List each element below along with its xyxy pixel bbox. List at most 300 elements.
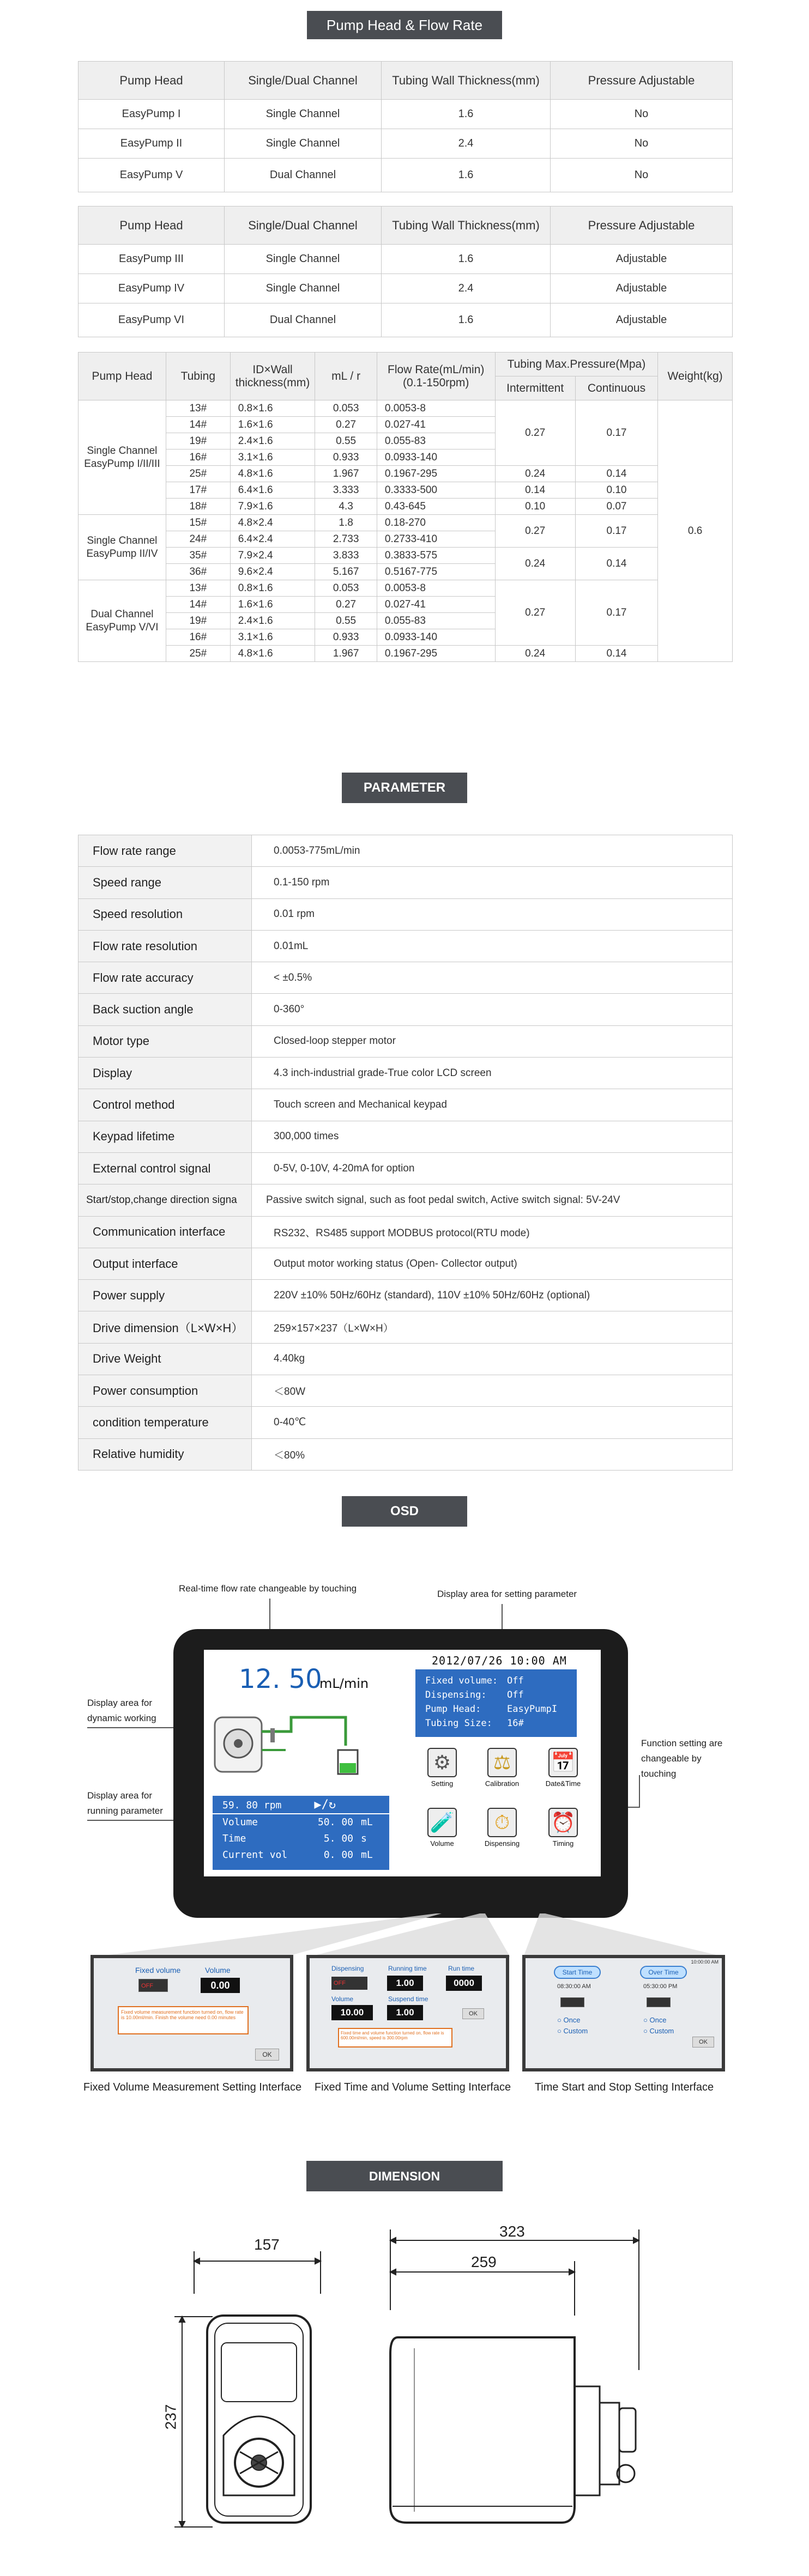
- annotation-function: Function setting are changeable by touching: [641, 1738, 723, 1779]
- table-cell: 1.6: [382, 159, 551, 192]
- col-header: Pressure Adjustable: [551, 62, 733, 100]
- table-cell: 1.6: [382, 100, 551, 129]
- dispensing-toggle[interactable]: OFF: [331, 1977, 367, 1990]
- parameter-name: Drive dimension（L×W×H）: [79, 1311, 252, 1343]
- run-unit: s: [361, 1833, 367, 1844]
- table-cell: 13#: [166, 400, 230, 417]
- setting-label: Pump Head:: [425, 1704, 481, 1715]
- table-cell: 0.1967-295: [377, 466, 495, 482]
- pressure-cell: 0.17: [575, 515, 657, 548]
- table-cell: 13#: [166, 580, 230, 597]
- rpm-value: 59. 80: [222, 1800, 258, 1811]
- table-cell: 7.9×2.4: [230, 548, 315, 564]
- table-cell: 0.18-270: [377, 515, 495, 531]
- parameter-table: [78, 835, 733, 1471]
- start-time-value: 08:30:00 AM: [557, 1983, 591, 1990]
- table-cell: 4.3: [315, 499, 377, 515]
- table-cell: 0.8×1.6: [230, 580, 315, 597]
- table-cell: Single Channel: [225, 245, 382, 274]
- annotation-running: Display area for running parameter: [87, 1790, 163, 1816]
- table-cell: 0.055-83: [377, 613, 495, 629]
- table-cell: 15#: [166, 515, 230, 531]
- thumb-pointers: [0, 1912, 809, 1961]
- table-row: [79, 129, 733, 159]
- setting-row: [425, 1688, 567, 1702]
- once-option[interactable]: ○ Once: [557, 2016, 581, 2024]
- pressure-cell: 0.27: [495, 580, 575, 646]
- pump-flow-graphic: [209, 1706, 378, 1788]
- info-note: Fixed time and volume function turned on, flow rate is 600.00ml/min, speed is 300.00rpm: [338, 2028, 452, 2048]
- function-button-setting[interactable]: [418, 1748, 467, 1788]
- table-cell: EasyPump VI: [79, 303, 225, 337]
- run-row: [213, 1847, 389, 1863]
- parameter-value: 0.1-150 rpm: [252, 867, 733, 898]
- function-label: Calibration: [485, 1779, 520, 1788]
- table-cell: 0.55: [315, 433, 377, 449]
- table-cell: 4.8×1.6: [230, 466, 315, 482]
- parameter-value: 0-40℃: [252, 1407, 733, 1438]
- function-label: Dispensing: [484, 1839, 520, 1848]
- datetime: 2012/07/26 10:00 AM: [432, 1654, 567, 1667]
- parameter-name: Drive Weight: [79, 1343, 252, 1375]
- col-header: [377, 353, 495, 400]
- table-cell: 16#: [166, 629, 230, 646]
- table-cell: EasyPump II: [79, 129, 225, 159]
- parameter-name: Communication interface: [79, 1216, 252, 1248]
- ok-button[interactable]: OK: [462, 2008, 484, 2019]
- col-header: Weight(kg): [658, 353, 733, 400]
- parameter-name: Power supply: [79, 1280, 252, 1311]
- setting-label: Tubing Size:: [425, 1718, 492, 1729]
- custom-label: Custom: [649, 2027, 674, 2035]
- caption-fixed-volume: Fixed Volume Measurement Setting Interface: [83, 2081, 302, 2093]
- caption-time-volume: Fixed Time and Volume Setting Interface: [314, 2081, 511, 2093]
- table-cell: 16#: [166, 449, 230, 466]
- over-time-value: 05:30:00 PM: [643, 1983, 678, 1990]
- run-value: 50. 00: [317, 1816, 353, 1828]
- table-cell: 4.8×2.4: [230, 515, 315, 531]
- table-cell: 0.0933-140: [377, 629, 495, 646]
- parameter-name: Relative humidity: [79, 1438, 252, 1470]
- table-cell: Single Channel: [225, 274, 382, 303]
- pressure-cell: 0.24: [495, 466, 575, 482]
- col-header: ID×Wall thickness(mm): [230, 353, 315, 400]
- parameter-row: [79, 1152, 733, 1184]
- volume-input[interactable]: 0.00: [201, 1978, 240, 1993]
- col-header: Tubing Wall Thickness(mm): [382, 206, 551, 245]
- table-cell: 0.43-645: [377, 499, 495, 515]
- pressure-cell: 0.27: [495, 400, 575, 466]
- parameter-row: [79, 1375, 733, 1407]
- table-row: [79, 499, 733, 515]
- caption-timing: Time Start and Stop Setting Interface: [534, 2081, 714, 2093]
- run-row: [213, 1814, 389, 1831]
- table-cell: 0.55: [315, 613, 377, 629]
- run-time-label: Run time: [448, 1965, 475, 1972]
- table-cell: 0.5167-775: [377, 564, 495, 580]
- table-row: [79, 548, 733, 564]
- table-cell: 0.933: [315, 449, 377, 466]
- flow-rate-unit: mL/min: [319, 1676, 369, 1691]
- parameter-name: Speed range: [79, 867, 252, 898]
- pressure-cell: 0.17: [575, 580, 657, 646]
- table-cell: 3.833: [315, 548, 377, 564]
- parameter-value: 4.40kg: [252, 1343, 733, 1375]
- setting-label: Dispensing:: [425, 1690, 487, 1700]
- table-row: [79, 159, 733, 192]
- table-cell: 2.4: [382, 129, 551, 159]
- scale-icon: ⚖: [487, 1748, 517, 1777]
- table-row: [79, 100, 733, 129]
- run-direction-icon[interactable]: ▶/↻: [314, 1798, 336, 1812]
- table-cell: Dual Channel: [225, 159, 382, 192]
- table-cell: 25#: [166, 646, 230, 662]
- flow-rate-value[interactable]: 12. 50: [239, 1664, 322, 1694]
- parameter-row: [79, 1121, 733, 1152]
- group-label: Dual Channel EasyPump V/VI: [79, 580, 166, 662]
- table-cell: 1.967: [315, 646, 377, 662]
- run-label: Current vol: [222, 1849, 288, 1861]
- parameter-name: Back suction angle: [79, 994, 252, 1025]
- parameter-row: [79, 835, 733, 867]
- pressure-cell: 0.24: [495, 646, 575, 662]
- function-button-datetime[interactable]: [539, 1748, 588, 1788]
- parameter-row: [79, 994, 733, 1025]
- parameter-value: ＜80%: [252, 1438, 733, 1470]
- table-cell: 2.4×1.6: [230, 613, 315, 629]
- parameter-row: [79, 1058, 733, 1089]
- parameter-value: 0.01mL: [252, 930, 733, 962]
- col-header: Tubing: [166, 353, 230, 400]
- col-header: Tubing Max.Pressure(Mpa): [495, 353, 658, 376]
- parameter-row: [79, 1343, 733, 1375]
- parameter-value: RS232、RS485 support MODBUS protocol(RTU mode): [252, 1216, 733, 1248]
- parameter-name: condition temperature: [79, 1407, 252, 1438]
- table-cell: 0.027-41: [377, 417, 495, 433]
- rpm-row: [213, 1796, 389, 1814]
- table-row: [79, 482, 733, 499]
- table-cell: 0.0053-8: [377, 400, 495, 417]
- pump-head-table-2: [78, 206, 733, 337]
- start-time-button[interactable]: Start Time: [554, 1966, 601, 1979]
- parameter-value: Output motor working status (Open- Collector output): [252, 1248, 733, 1279]
- parameter-value: 220V ±10% 50Hz/60Hz (standard), 110V ±10% 50Hz/60Hz (optional): [252, 1280, 733, 1311]
- table-cell: 0.2733-410: [377, 531, 495, 548]
- table-cell: 9.6×2.4: [230, 564, 315, 580]
- table-cell: 5.167: [315, 564, 377, 580]
- stopwatch-icon: ⏱: [487, 1808, 517, 1837]
- parameter-name: Control method: [79, 1089, 252, 1121]
- lcd-screen: [204, 1650, 601, 1876]
- table-cell: 19#: [166, 613, 230, 629]
- weight-cell: 0.6: [658, 400, 733, 662]
- run-value: 0. 00: [323, 1849, 353, 1861]
- parameter-value: Passive switch signal, such as foot pedal switch, Active switch signal: 5V-24V: [252, 1184, 733, 1216]
- parameter-name: Output interface: [79, 1248, 252, 1279]
- dim-length-body: 259: [471, 2253, 497, 2270]
- pressure-cell: 0.14: [495, 482, 575, 499]
- pressure-cell: 0.14: [575, 548, 657, 580]
- parameter-value: 0.01 rpm: [252, 898, 733, 930]
- table-cell: 17#: [166, 482, 230, 499]
- calendar-icon: 📅: [548, 1748, 578, 1777]
- pump-head-table-1: [78, 61, 733, 192]
- function-button-dispensing[interactable]: [478, 1808, 527, 1848]
- run-value: 5. 00: [323, 1833, 353, 1844]
- col-header: Single/Dual Channel: [225, 62, 382, 100]
- table-row: [79, 400, 733, 417]
- table-cell: 1.967: [315, 466, 377, 482]
- table-cell: 36#: [166, 564, 230, 580]
- table-cell: 0.053: [315, 580, 377, 597]
- pressure-cell: 0.10: [495, 499, 575, 515]
- table-cell: 24#: [166, 531, 230, 548]
- dimension-drawing: [158, 2223, 660, 2550]
- table-cell: 0.027-41: [377, 597, 495, 613]
- function-label: Timing: [552, 1839, 574, 1848]
- info-note: Fixed volume measurement function turned on, flow rate is 10.00ml/min. Finish the volume need 0.00 minutes: [118, 2006, 249, 2034]
- table-cell: Adjustable: [551, 303, 733, 337]
- col-header: Pump Head: [79, 353, 166, 400]
- col-header: Pump Head: [79, 62, 225, 100]
- table-cell: 3.333: [315, 482, 377, 499]
- clock: 10:00:00 AM: [691, 1959, 719, 1965]
- table-cell: 0.0053-8: [377, 580, 495, 597]
- section-title-parameter: PARAMETER: [342, 773, 467, 803]
- table-row: [79, 466, 733, 482]
- parameter-row: [79, 1089, 733, 1121]
- function-button-timing[interactable]: [539, 1808, 588, 1848]
- parameter-name: Flow rate accuracy: [79, 962, 252, 994]
- once-label: Once: [563, 2016, 581, 2024]
- setting-value: 16#: [507, 1718, 524, 1729]
- rpm-unit: rpm: [263, 1800, 282, 1811]
- table-row: [79, 580, 733, 597]
- flow-header-range: (0.1-150rpm): [403, 376, 469, 389]
- table-cell: 0.055-83: [377, 433, 495, 449]
- dim-height: 237: [162, 2404, 179, 2430]
- thumb-time-volume[interactable]: [306, 1955, 509, 2071]
- table-cell: 7.9×1.6: [230, 499, 315, 515]
- annotation-setting-area: Display area for setting parameter: [437, 1589, 577, 1599]
- flow-header: Flow Rate(mL/min): [388, 363, 485, 376]
- table-cell: No: [551, 159, 733, 192]
- fixed-volume-label: Fixed volume: [135, 1966, 181, 1974]
- table-cell: 2.4: [382, 274, 551, 303]
- table-cell: 3.1×1.6: [230, 449, 315, 466]
- parameter-row: [79, 1248, 733, 1279]
- run-row: [213, 1831, 389, 1847]
- function-label: Setting: [431, 1779, 454, 1788]
- gear-icon: ⚙: [427, 1748, 457, 1777]
- setting-row: [425, 1702, 567, 1716]
- parameter-row: [79, 962, 733, 994]
- parameter-value: < ±0.5%: [252, 962, 733, 994]
- parameter-row: [79, 898, 733, 930]
- over-toggle[interactable]: [647, 1997, 671, 2007]
- parameter-row: [79, 1311, 733, 1343]
- parameter-row: [79, 1184, 733, 1216]
- fixed-volume-toggle[interactable]: OFF: [138, 1979, 168, 1992]
- col-header: Pump Head: [79, 206, 225, 245]
- table-cell: 35#: [166, 548, 230, 564]
- parameter-value: Closed-loop stepper motor: [252, 1025, 733, 1057]
- table-cell: 0.3833-575: [377, 548, 495, 564]
- parameter-name: Speed resolution: [79, 898, 252, 930]
- start-toggle[interactable]: [560, 1997, 584, 2007]
- table-cell: 25#: [166, 466, 230, 482]
- pressure-cell: 0.24: [495, 548, 575, 580]
- table-cell: 3.1×1.6: [230, 629, 315, 646]
- pressure-cell: 0.07: [575, 499, 657, 515]
- col-header: Single/Dual Channel: [225, 206, 382, 245]
- pressure-cell: 0.17: [575, 400, 657, 466]
- running-time-input[interactable]: 1.00: [387, 1976, 423, 1991]
- table-cell: 0.053: [315, 400, 377, 417]
- suspend-time-label: Suspend time: [388, 1995, 428, 2003]
- run-unit: mL: [361, 1816, 373, 1828]
- setting-row: [425, 1674, 567, 1688]
- table-cell: 1.6×1.6: [230, 597, 315, 613]
- col-header: Pressure Adjustable: [551, 206, 733, 245]
- pressure-cell: 0.10: [575, 482, 657, 499]
- parameter-row: [79, 1438, 733, 1470]
- table-cell: 14#: [166, 597, 230, 613]
- table-cell: 0.27: [315, 417, 377, 433]
- table-cell: 1.8: [315, 515, 377, 531]
- table-cell: 2.4×1.6: [230, 433, 315, 449]
- table-cell: EasyPump V: [79, 159, 225, 192]
- parameter-value: 0-360°: [252, 994, 733, 1025]
- parameter-name: Keypad lifetime: [79, 1121, 252, 1152]
- table-cell: 6.4×1.6: [230, 482, 315, 499]
- parameter-name: Power consumption: [79, 1375, 252, 1407]
- table-cell: 19#: [166, 433, 230, 449]
- dim-width: 157: [254, 2236, 280, 2253]
- col-header: Continuous: [575, 376, 657, 400]
- pressure-cell: 0.14: [575, 466, 657, 482]
- section-title-pump-head: Pump Head & Flow Rate: [307, 11, 502, 39]
- table-cell: 0.3333-500: [377, 482, 495, 499]
- parameter-row: [79, 867, 733, 898]
- table-row: [79, 245, 733, 274]
- parameter-value: 0-5V, 0-10V, 4-20mA for option: [252, 1152, 733, 1184]
- setting-label: Fixed volume:: [425, 1675, 498, 1686]
- pump-display-device: [173, 1629, 628, 1918]
- table-row: [79, 646, 733, 662]
- beaker-icon: 🧪: [427, 1808, 457, 1837]
- volume-input[interactable]: 10.00: [331, 2005, 373, 2020]
- table-cell: No: [551, 129, 733, 159]
- table-cell: 4.8×1.6: [230, 646, 315, 662]
- parameter-name: Display: [79, 1058, 252, 1089]
- table-row: [79, 515, 733, 531]
- thumb-fixed-volume[interactable]: [90, 1955, 293, 2071]
- parameter-value: 0.0053-775mL/min: [252, 835, 733, 867]
- table-cell: EasyPump III: [79, 245, 225, 274]
- parameter-value: 4.3 inch-industrial grade-True color LCD screen: [252, 1058, 733, 1089]
- col-header: mL / r: [315, 353, 377, 400]
- run-unit: mL: [361, 1849, 373, 1861]
- setting-value: Off: [507, 1675, 524, 1686]
- running-time-label: Running time: [388, 1965, 427, 1972]
- table-cell: EasyPump IV: [79, 274, 225, 303]
- function-button-calibration[interactable]: [478, 1748, 527, 1788]
- table-cell: 0.8×1.6: [230, 400, 315, 417]
- over-time-button[interactable]: Over Time: [640, 1966, 687, 1979]
- annotation-dynamic: Display area for dynamic working: [87, 1698, 156, 1723]
- dispensing-label: Dispensing: [331, 1965, 364, 1972]
- table-cell: Dual Channel: [225, 303, 382, 337]
- custom-label: Custom: [563, 2027, 588, 2035]
- custom-option[interactable]: ○ Custom: [643, 2027, 674, 2035]
- volume-label: Volume: [205, 1966, 231, 1974]
- table-cell: 0.933: [315, 629, 377, 646]
- table-cell: 1.6: [382, 245, 551, 274]
- parameter-name: External control signal: [79, 1152, 252, 1184]
- custom-option[interactable]: ○ Custom: [557, 2027, 588, 2035]
- running-parameter-panel[interactable]: [213, 1796, 389, 1870]
- parameter-name: Start/stop,change direction signa: [79, 1184, 252, 1216]
- parameter-name: Flow rate range: [79, 835, 252, 867]
- run-label: Time: [222, 1833, 246, 1844]
- table-cell: 1.6: [382, 303, 551, 337]
- table-cell: 0.0933-140: [377, 449, 495, 466]
- function-label: Volume: [430, 1839, 454, 1848]
- parameter-row: [79, 1280, 733, 1311]
- parameter-row: [79, 1216, 733, 1248]
- table-cell: EasyPump I: [79, 100, 225, 129]
- run-label: Volume: [222, 1816, 258, 1828]
- suspend-time-input[interactable]: 1.00: [387, 2005, 423, 2020]
- ok-button[interactable]: OK: [255, 2049, 279, 2061]
- parameter-value: Touch screen and Mechanical keypad: [252, 1089, 733, 1121]
- setting-value: EasyPumpI: [507, 1704, 558, 1715]
- table-cell: 18#: [166, 499, 230, 515]
- table-cell: Single Channel: [225, 129, 382, 159]
- group-label: Single Channel EasyPump II/IV: [79, 515, 166, 580]
- pressure-cell: 0.14: [575, 646, 657, 662]
- ok-button[interactable]: OK: [692, 2037, 714, 2048]
- function-label: Date&Time: [545, 1779, 581, 1788]
- run-time-input[interactable]: 0000: [446, 1976, 482, 1991]
- section-title-dimension: DIMENSION DRAWING(Unit:mm): [306, 2161, 503, 2191]
- parameter-row: [79, 930, 733, 962]
- setting-value: Off: [507, 1690, 524, 1700]
- col-header: Tubing Wall Thickness(mm): [382, 62, 551, 100]
- setting-row: [425, 1716, 567, 1730]
- parameter-value: 300,000 times: [252, 1121, 733, 1152]
- annotation-realtime: Real-time flow rate changeable by touching: [179, 1583, 357, 1594]
- table-cell: 2.733: [315, 531, 377, 548]
- parameter-row: [79, 1025, 733, 1057]
- table-cell: Adjustable: [551, 245, 733, 274]
- table-cell: 0.1967-295: [377, 646, 495, 662]
- group-label: Single Channel EasyPump I/II/III: [79, 400, 166, 515]
- table-cell: 0.27: [315, 597, 377, 613]
- parameter-name: Motor type: [79, 1025, 252, 1057]
- table-cell: Single Channel: [225, 100, 382, 129]
- function-button-volume[interactable]: [418, 1808, 467, 1848]
- dim-length-total: 323: [499, 2223, 525, 2240]
- setting-parameter-panel[interactable]: [415, 1669, 577, 1737]
- thumb-timing[interactable]: [522, 1955, 725, 2071]
- table-cell: 6.4×2.4: [230, 531, 315, 548]
- leader-line: [639, 1775, 640, 1808]
- table-cell: 1.6×1.6: [230, 417, 315, 433]
- parameter-row: [79, 1407, 733, 1438]
- once-option[interactable]: ○ Once: [643, 2016, 667, 2024]
